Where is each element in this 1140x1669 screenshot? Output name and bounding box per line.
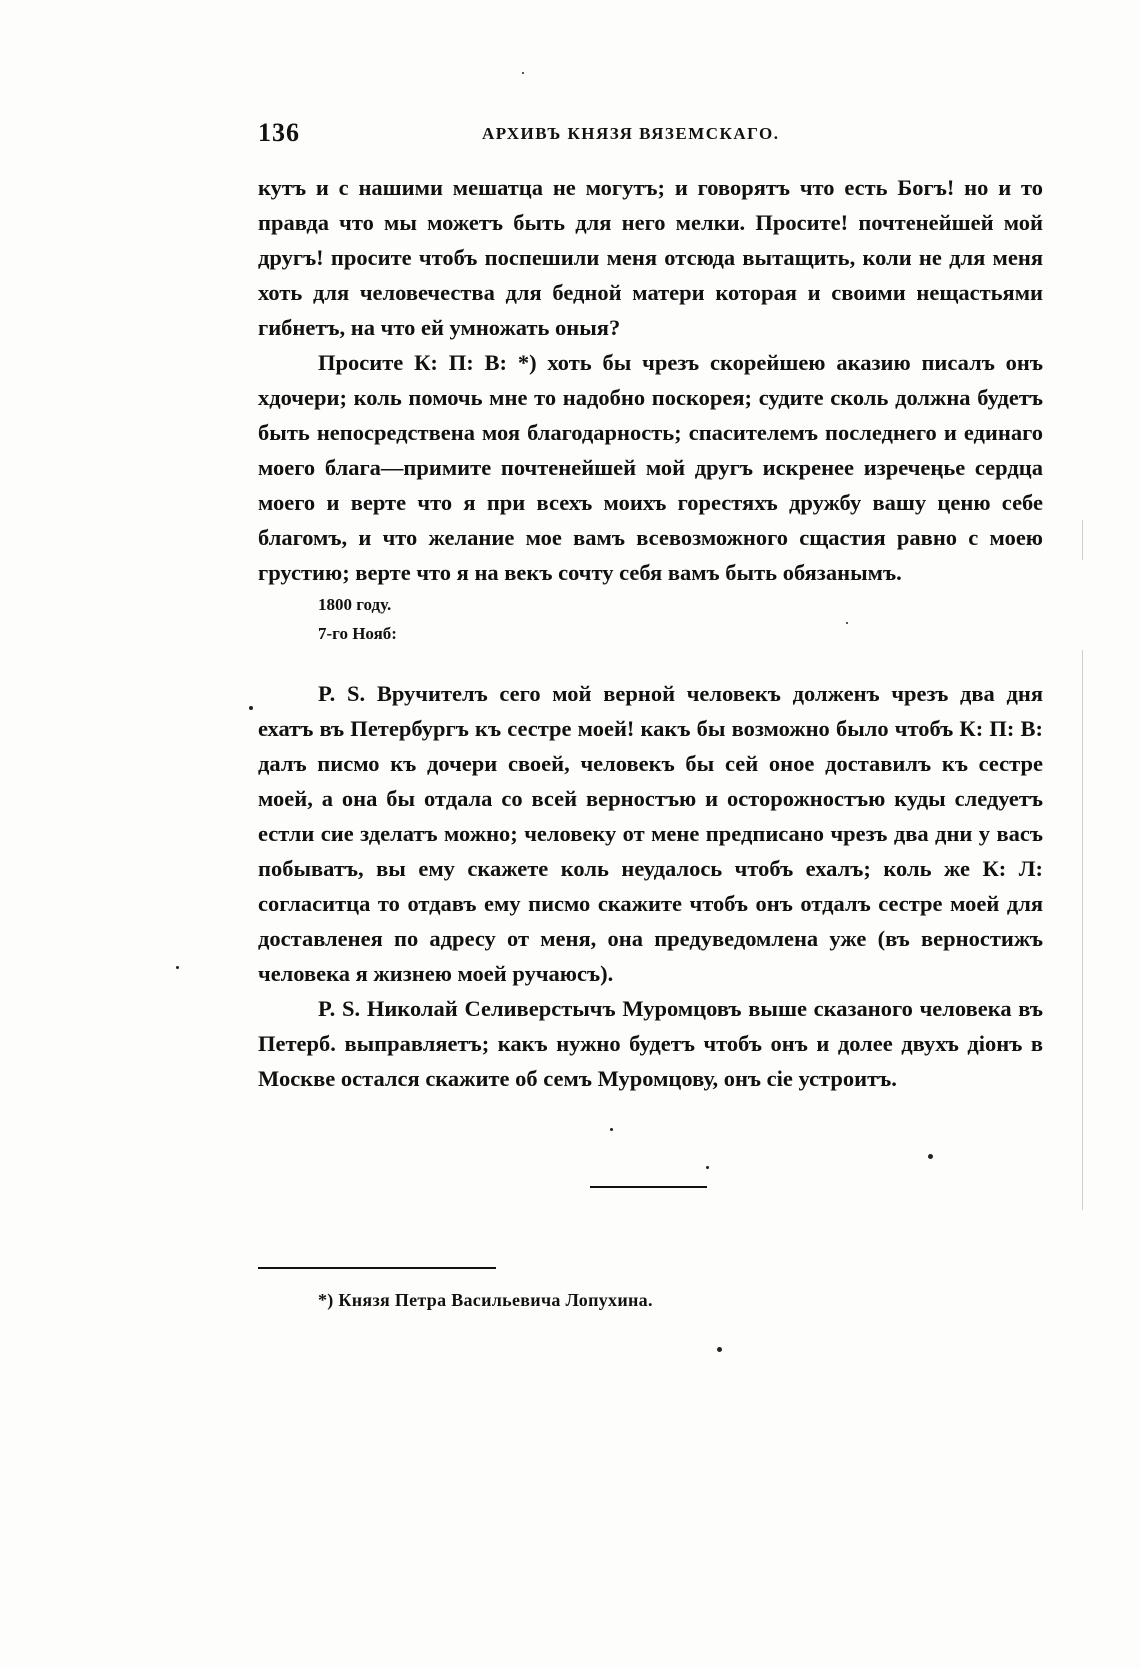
page-number: 136 — [258, 118, 300, 147]
postscript-2: P. S. Николай Селиверстычъ Муромцовъ выше сказаного человека въ Петерб. выправляетъ; какъ нужно будетъ чтобъ онъ и долее двухъ дiонъ в Москве остался скажите об семъ Муромцову, онъ сiе устроитъ. — [258, 996, 1043, 1091]
date-year: 1800 году. — [318, 595, 392, 614]
scan-speck — [176, 966, 179, 969]
running-head — [258, 118, 1018, 158]
letter-date — [258, 590, 1043, 648]
date-day: 7-го Нояб: — [318, 624, 397, 643]
paragraph-continuation: кутъ и с нашими мешатца не могутъ; и говорятъ что есть Богъ! но и то правда что мы можетъ быть для него мелки. Просите! почтенейшей мой другъ! просите чтобъ поспешили меня отсюда вытащить, коли не для меня хоть для человечества для бедной матери которая и своими нещастьями гибнетъ, на что ей умножать оныя? — [258, 175, 1043, 340]
scan-speck — [249, 706, 253, 710]
page-edge-shadow — [1082, 650, 1083, 1210]
scan-speck — [522, 72, 524, 74]
scan-speck — [706, 1166, 709, 1169]
letter-body — [258, 170, 1043, 1096]
scan-speck — [610, 1128, 613, 1131]
running-title: АРХИВЪ КНЯЗЯ ВЯЗЕМСКАГО. — [482, 124, 780, 143]
scan-speck — [928, 1154, 933, 1159]
footnote: *) Князя Петра Васильевича Лопухина. — [318, 1290, 653, 1310]
section-gap — [258, 648, 1043, 676]
paragraph: Просите К: П: В: *) хоть бы чрезъ скорейшею аказию писалъ онъ хдочери; коль помочь мне то надобно поскорея; судите сколь должна будетъ быть непосредствена моя благодарность; спасителемъ последнего и единаго моего блага—примите почтенейшей мой другъ искренее изречеңье сердца моего и верте что я при всехъ моихъ горестяхъ дружбу вашу ценю себе благомъ, и что желание мое вамъ всевозможного сщастия равно с моею грустию; верте что я на векъ сочту себя вамъ быть обязанымъ. — [258, 350, 1043, 585]
postscript-1: P. S. Вручителъ сего мой верной человекъ долженъ чрезъ два дня ехатъ въ Петербургъ къ сестре моей! какъ бы возможно было чтобъ К: П: В: далъ писмо къ дочери своей, человекъ бы сей оное доставилъ къ сестре моей, а она бы отдала со всей верностъю и осторожностъю куды следуетъ естли сие зделатъ можно; человеку от мене предписано чрезъ два дни у васъ побыватъ, вы ему скажете коль неудалось чтобъ ехалъ; коль же К: Л: согласитца то отдавъ ему писмо скажите чтобъ онъ отдалъ сестре моей для доставленея по адресу от меня, она предуведомлена уже (въ верностижъ человека я жизнею моей ручаюсъ). — [258, 681, 1043, 986]
end-rule — [590, 1186, 707, 1188]
page-edge-shadow — [1082, 520, 1083, 560]
footnote-rule — [258, 1267, 496, 1269]
scan-speck — [717, 1347, 722, 1352]
